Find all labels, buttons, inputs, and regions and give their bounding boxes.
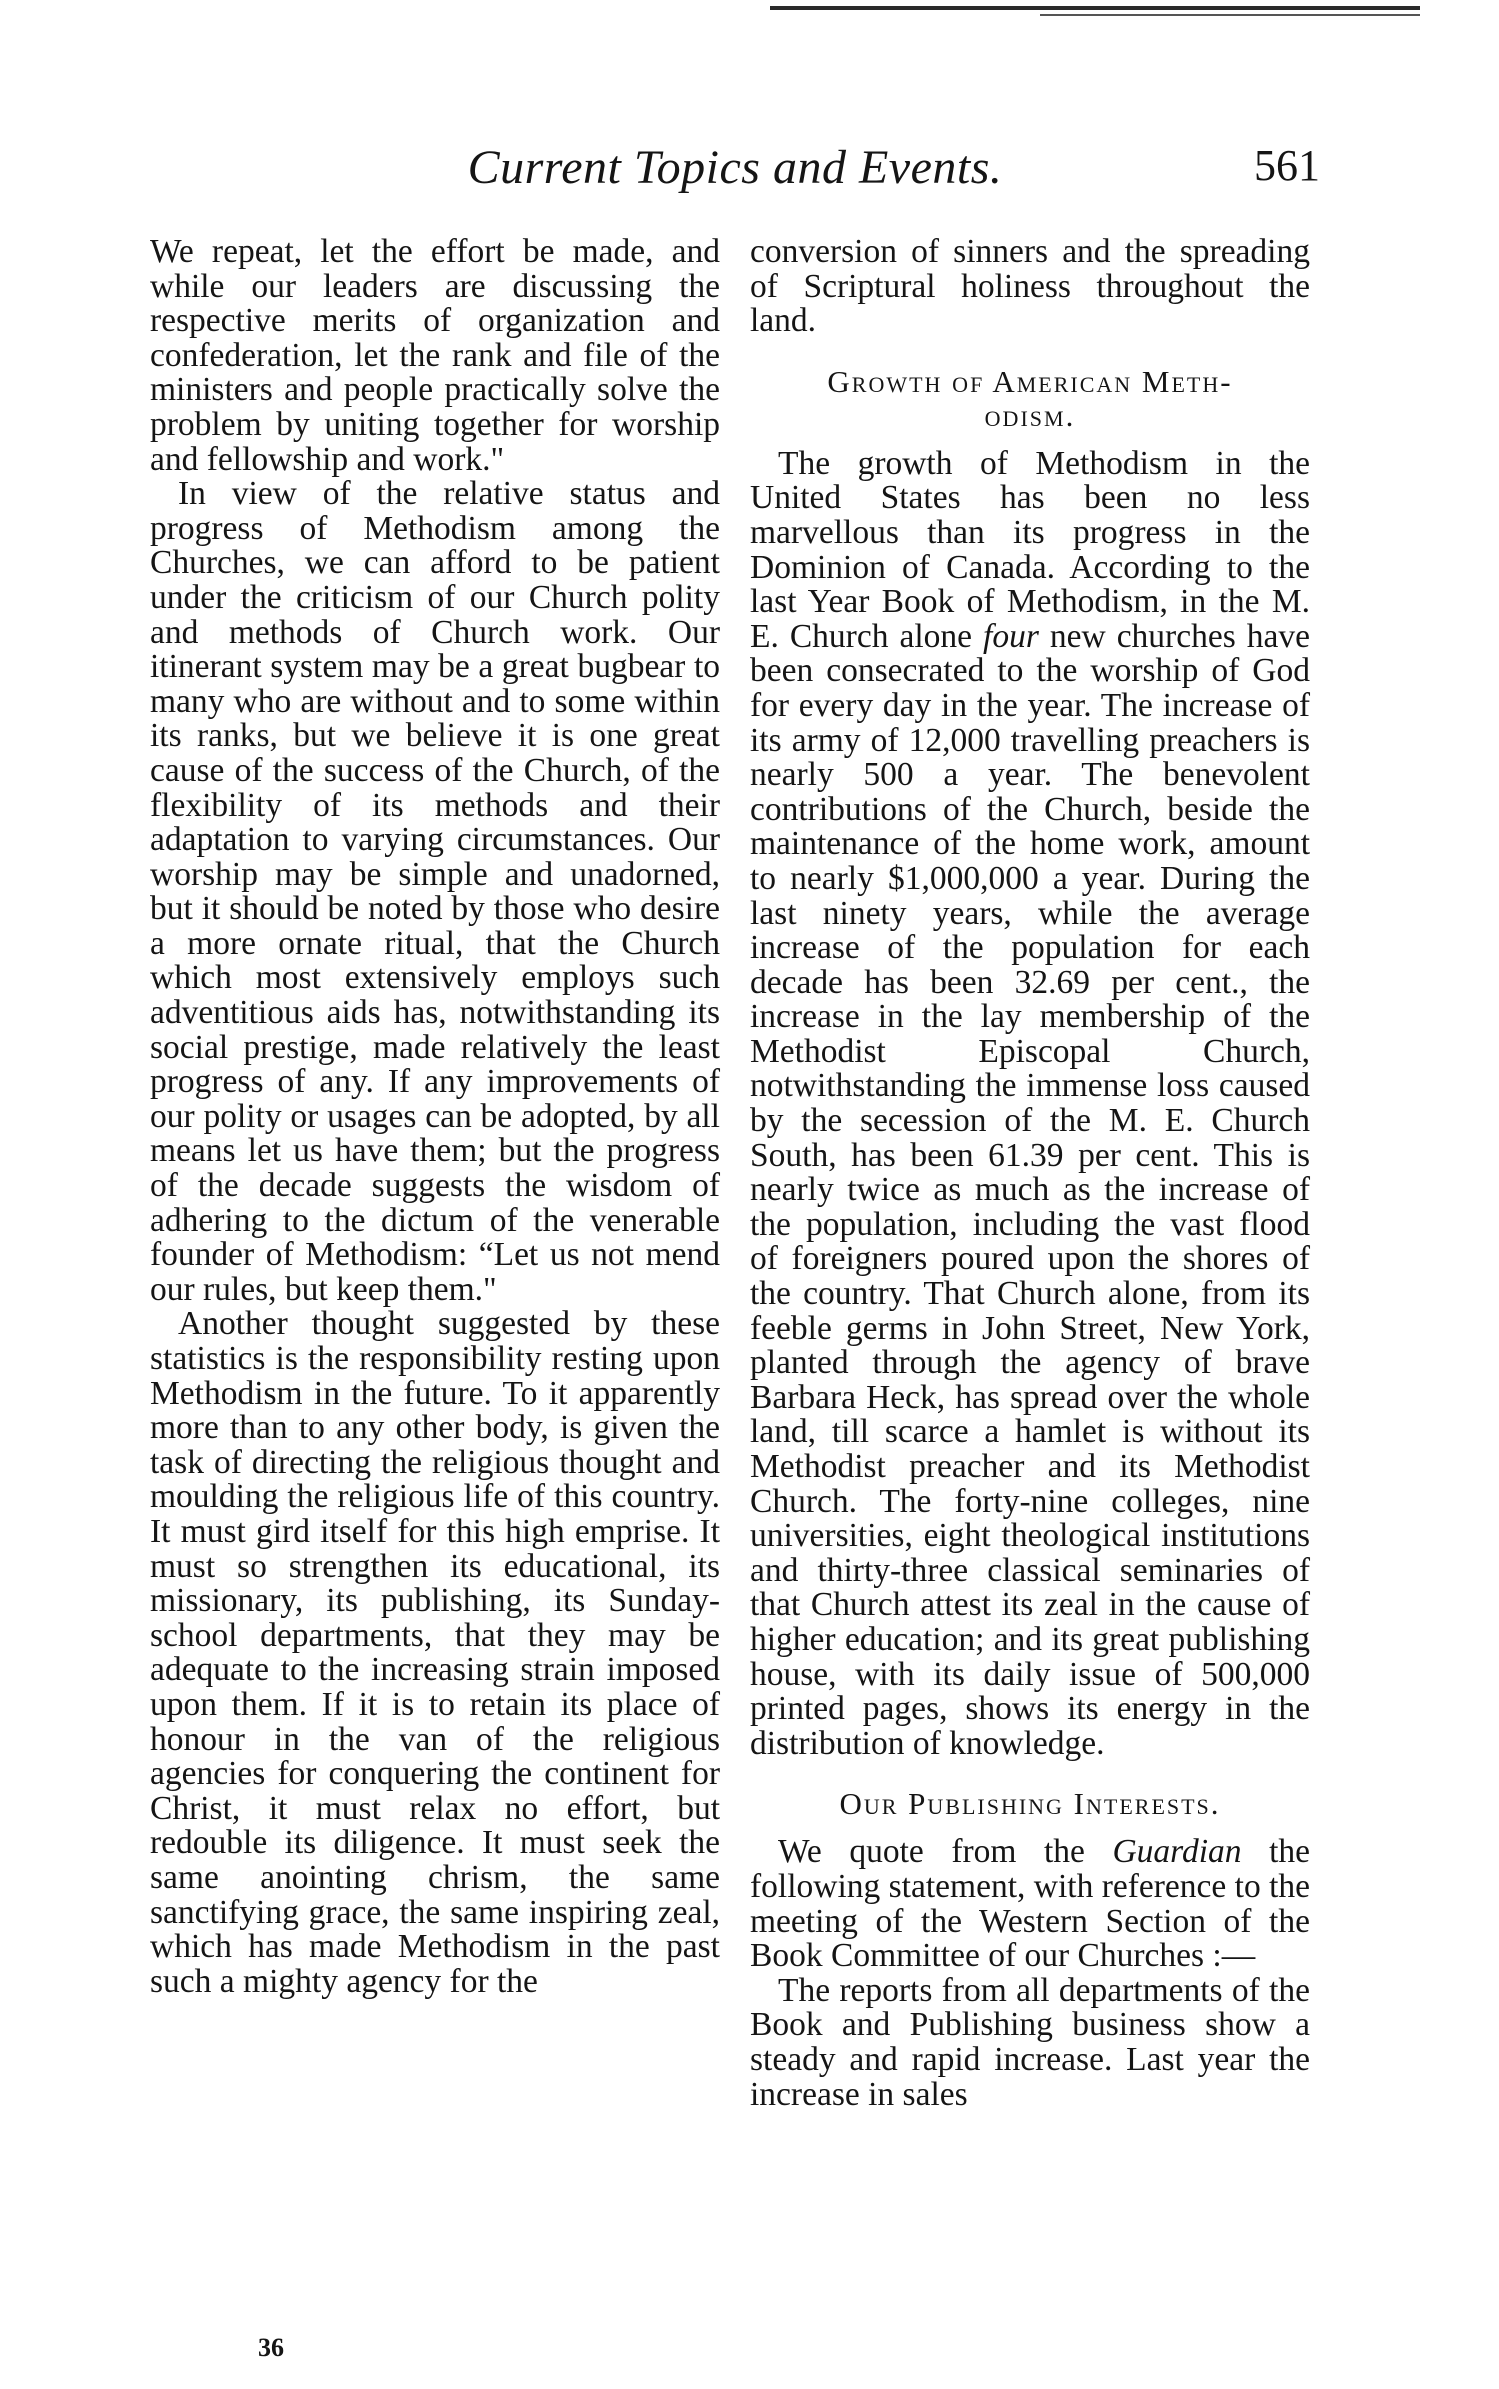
top-rule-secondary (1040, 14, 1420, 16)
running-head (150, 140, 1320, 200)
page-number: 561 (1254, 141, 1320, 190)
paragraph: In view of the relative status and progress of Methodism among the Churches, we can afford to be patient under the criticism of our Church polity and methods of Church work. Our itinerant system may be a great bugbear to many who are without and to some within its ranks, but we believe it is one great cause of the success of the Church, of the flexibility of its methods and their adaptation to varying circumstances. Our worship may be simple and unadorned, but it should be noted by those who desire a more ornate ritual, that the Church which most extensively employs such adventitious aids has, notwithstanding its social prestige, made relatively the least progress of any. If any improvements of our polity or usages can be adopted, by all means let us have them; but the progress of the decade suggests the wisdom of adhering to the dictum of the venerable founder of Methodism: “Let us not mend our rules, but keep them." (150, 475, 720, 1308)
signature-mark: 36 (258, 2333, 284, 2362)
text-run: the following statement, with reference to the meeting of the Western Section of the Book Committee of our Churches :— (750, 1833, 1310, 1975)
section-heading-growth (750, 365, 1310, 433)
paragraph-quote-intro (750, 1835, 1310, 1973)
paragraph-growth (750, 444, 1310, 1762)
text-run: We quote from the (778, 1833, 1113, 1871)
running-title: Current Topics and Events. (467, 141, 1003, 194)
top-rule (770, 6, 1420, 10)
paragraph: We repeat, let the effort be made, and while our leaders are discussing the respective merits of organization and confederation, let the rank and file of the ministers and people practically solve the problem by uniting together for worship and fellowship and work." (150, 233, 720, 478)
heading-line: odism. (984, 397, 1076, 433)
section-heading-publishing: Our Publishing Interests. (839, 1786, 1221, 1822)
paragraph: Another thought suggested by these statistics is the responsibility resting upon Methodism in the future. To it apparently more than to any other body, is given the task of directing the religious thought and moulding the religious life of this country. It must gird itself for this high emprise. It must so strengthen its educational, its missionary, its publishing, its Sunday-school departments, that they may be adequate to the increasing strain imposed upon them. If it is to retain its place of honour in the van of the religious agencies for conquering the continent for Christ, it must relax no effort, but redouble its diligence. It must seek the same anointing chrism, the same sanctifying grace, the same inspiring zeal, which has made Methodism in the past such a mighty agency for the (150, 1305, 720, 2000)
text-run: new churches have been consecrated to the worship of God for every day in the year. The increase of its army of 12,000 travelling preachers is nearly 500 a year. The benevolent contributions of the Church, beside the maintenance of the home work, amount to nearly $1,000,000 a year. During the last ninety years, while the average increase of the population for each decade has been 32.69 per cent., the increase in the lay membership of the Methodist Episcopal Church, notwithstanding the immense loss caused by the secession of the M. E. Church South, has been 61.39 per cent. This is nearly twice as much as the increase of the population, including the vast flood of foreigners poured upon the shores of the country. That Church alone, from its feeble germs in John Street, New York, planted through the agency of brave Barbara Heck, has spread over the whole land, till scarce a hamlet is without its Methodist preacher and its Methodist Church. The forty-nine colleges, nine universities, eight theological institutions and thirty-three classical seminaries of that Church attest its zeal in the cause of higher education; and its great publishing house, with its daily issue of 500,000 printed pages, shows its energy in the distribution of knowledge. (750, 617, 1310, 1762)
italic-text: Guardian (1112, 1833, 1242, 1871)
text-run: The growth of Methodism in the United States has been no less marvellous than its progress in the Dominion of Canada. According to the last Year Book of Methodism, in the M. E. Church alone (750, 444, 1310, 655)
left-column (150, 235, 720, 1999)
right-column (750, 235, 1310, 2112)
paragraph-reports: The reports from all departments of the Book and Publishing business show a steady and rapid increase. Last year the increase in sales (750, 1971, 1310, 2113)
paragraph-continuation: conversion of sinners and the spreading of Scriptural holiness throughout the land. (750, 233, 1310, 340)
heading-line: Growth of American Meth- (827, 363, 1233, 399)
italic-text: four (983, 617, 1039, 655)
